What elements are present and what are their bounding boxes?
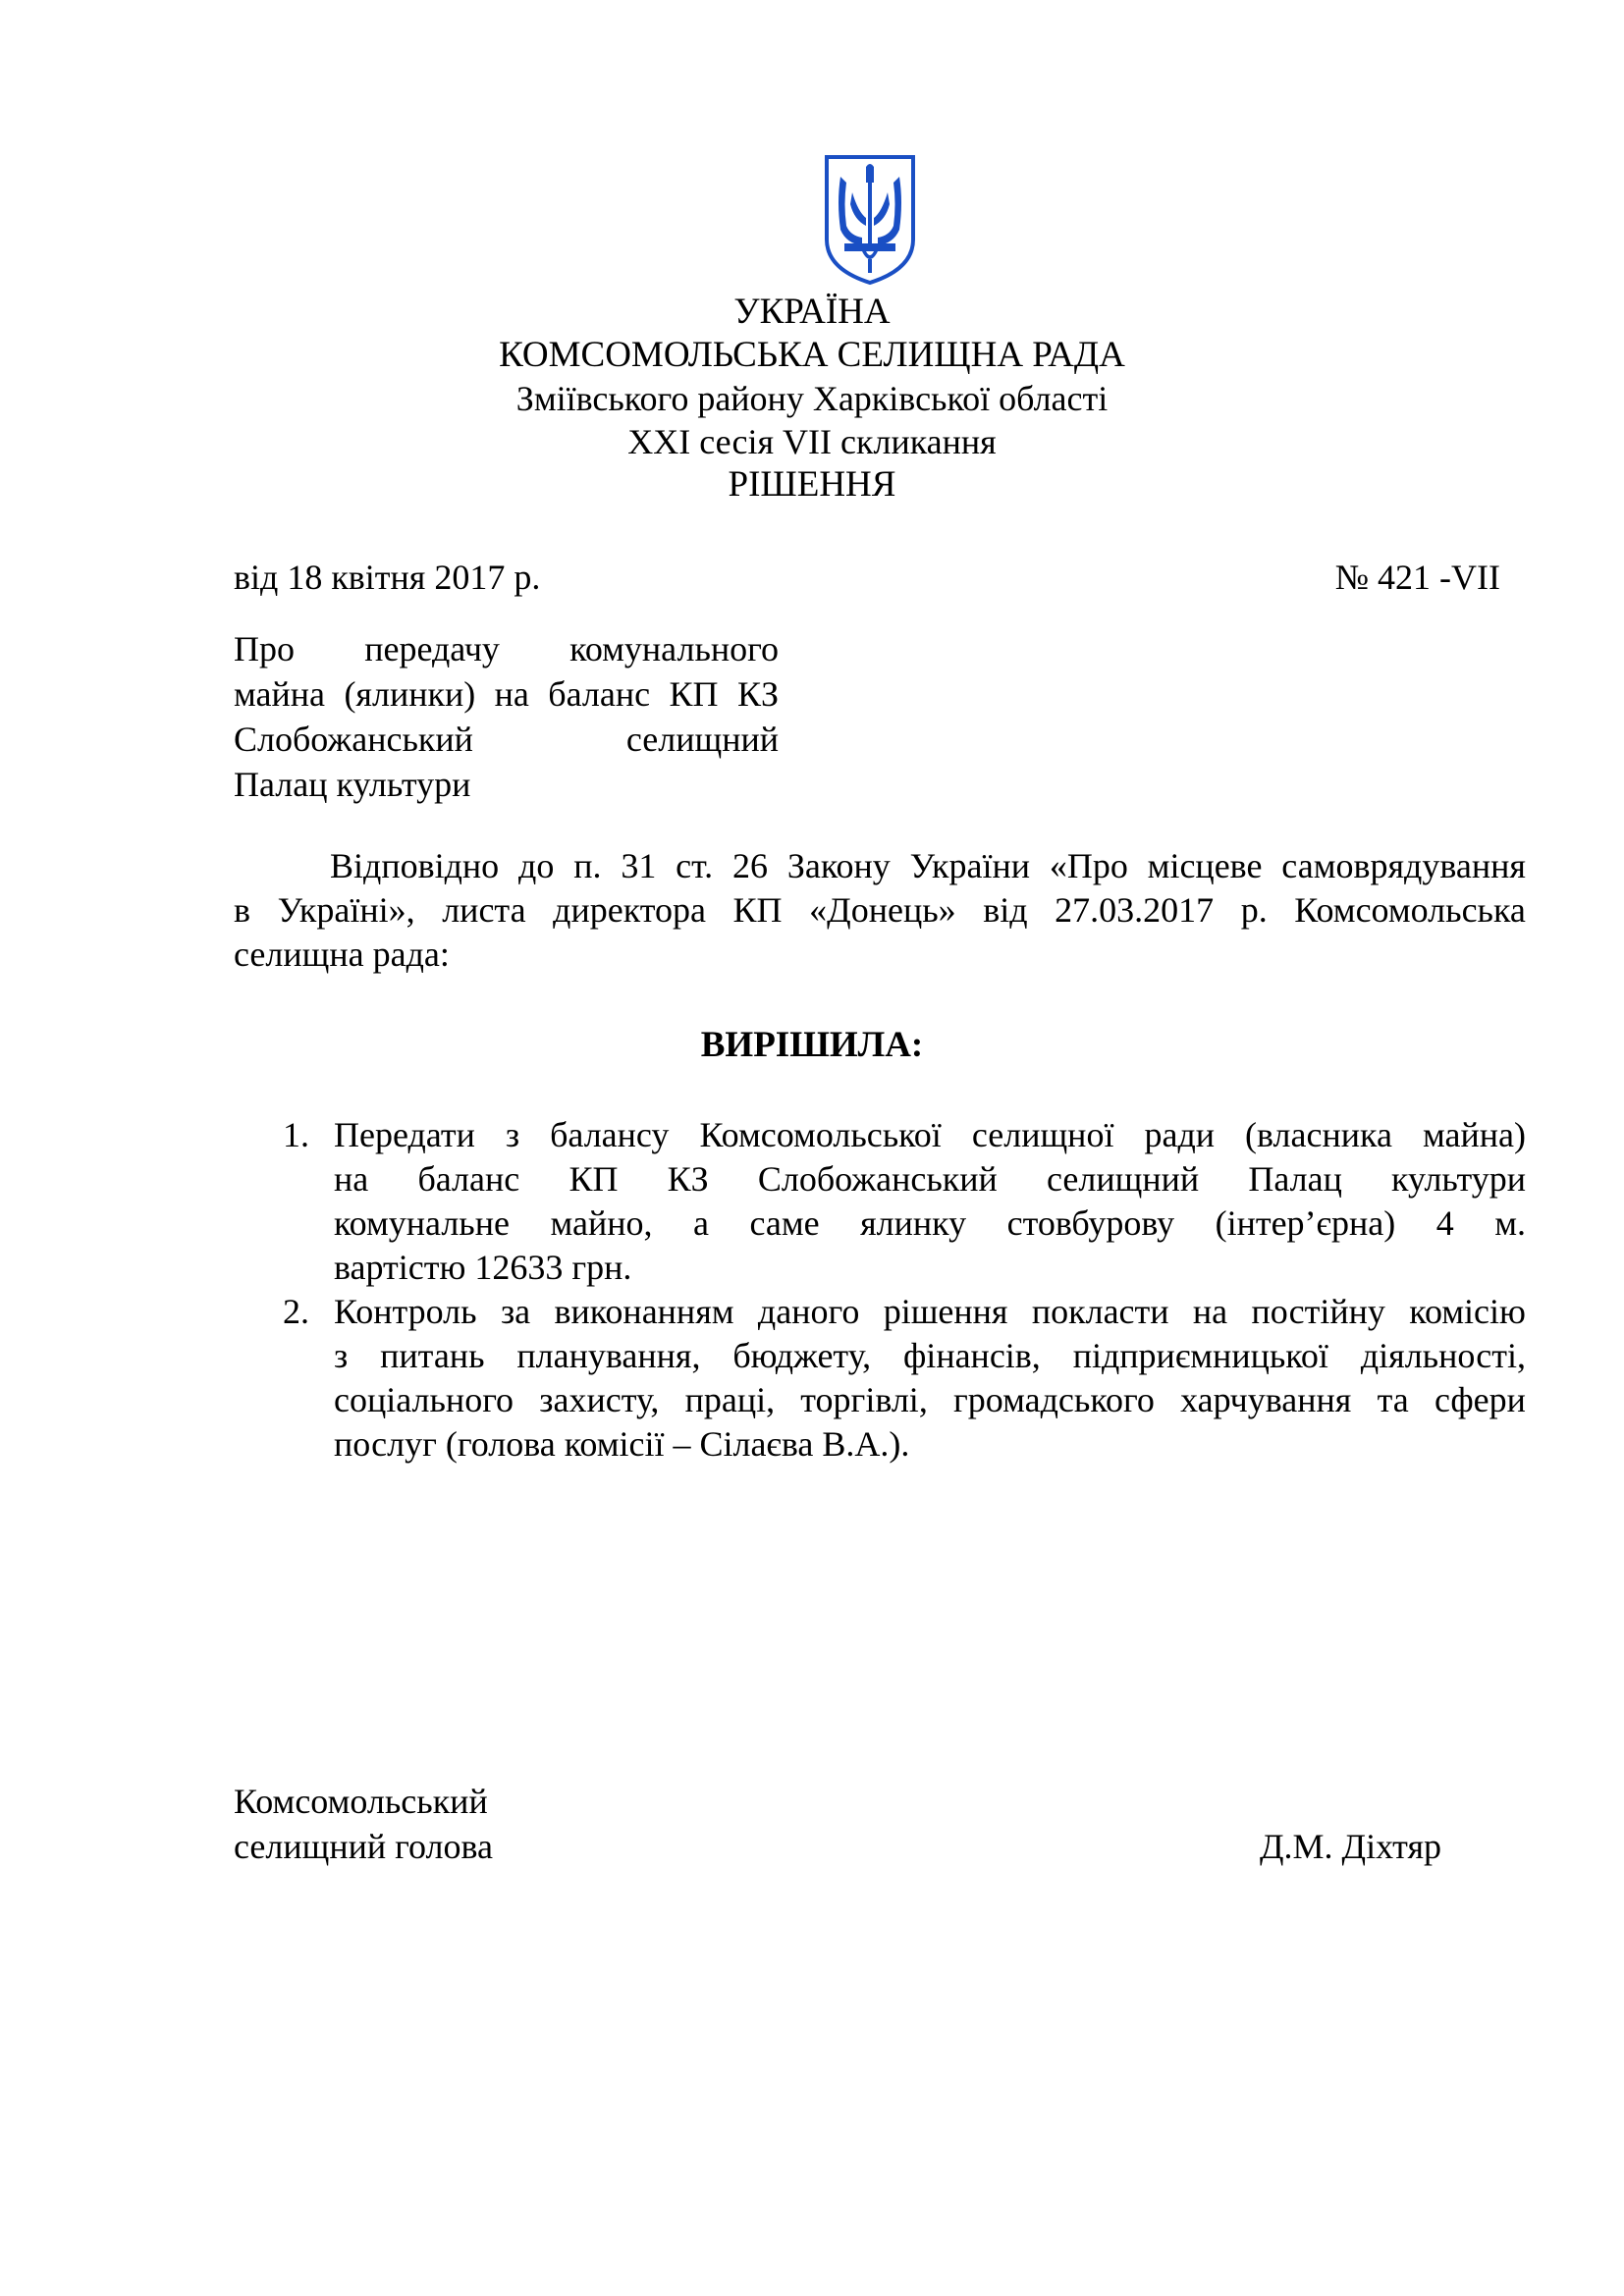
document-header: [0, 291, 1624, 507]
word: соціального: [334, 1380, 514, 1419]
word: листа: [442, 890, 526, 930]
word: директора: [553, 890, 706, 930]
decision-date: від 18 квітня 2017 р.: [234, 558, 541, 597]
word: в: [234, 890, 250, 930]
word: виконанням: [554, 1292, 734, 1331]
word: (інтер’єрна): [1215, 1203, 1396, 1243]
word: 4: [1435, 1203, 1454, 1243]
word: селищної: [971, 1115, 1114, 1154]
word: самоврядування: [1281, 846, 1526, 885]
signer-title-line: [234, 1779, 1441, 1824]
item-line: послуг (голова комісії – Сілаєва В.А.).: [334, 1424, 910, 1464]
word: Закону: [786, 846, 891, 885]
item-line: [334, 1113, 1526, 1157]
word: культури: [1391, 1159, 1526, 1199]
word: «Про: [1049, 846, 1128, 885]
decided-heading: ВИРІШИЛА:: [700, 1025, 924, 1065]
word: ст.: [676, 846, 714, 885]
word: покласти: [1031, 1292, 1169, 1331]
signer-title: Комсомольський: [234, 1782, 488, 1821]
signer-title: селищний голова: [234, 1827, 494, 1866]
item-line: [334, 1201, 1526, 1246]
preamble-line: селищна рада:: [234, 934, 450, 974]
word: «Донець»: [809, 890, 956, 930]
word: (власника: [1245, 1115, 1392, 1154]
word: харчування: [1180, 1380, 1352, 1419]
word: стовбурову: [1006, 1203, 1175, 1243]
preamble-paragraph: [234, 844, 1526, 977]
decision-number: № 421 -VII: [1334, 558, 1500, 597]
word: Відповідно: [330, 846, 500, 885]
subject-line: майна (ялинки) на баланс КП КЗ: [234, 674, 779, 714]
country-name: УКРАЇНА: [733, 292, 891, 332]
word: майна): [1422, 1115, 1526, 1154]
decision-item: [234, 1290, 1526, 1467]
district-name: Зміївського району Харківської області: [515, 379, 1109, 418]
item-line: вартістю 12633 грн.: [334, 1248, 632, 1287]
preamble-line: [234, 888, 1526, 933]
word: за: [500, 1292, 531, 1331]
subject-word: комунального: [569, 629, 779, 668]
word: на: [334, 1159, 369, 1199]
word: планування,: [516, 1336, 701, 1375]
word: від: [983, 890, 1028, 930]
subject-line: Палац культури: [234, 765, 471, 804]
word: діяльності,: [1360, 1336, 1526, 1375]
item-line: [334, 1378, 1526, 1422]
word: п.: [573, 846, 602, 885]
word: фінансів,: [902, 1336, 1041, 1375]
word: ялинку: [860, 1203, 967, 1243]
word: Комсомольської: [699, 1115, 942, 1154]
item-line: [334, 1157, 1526, 1201]
word: України: [909, 846, 1030, 885]
decision-item: [234, 1113, 1526, 1290]
word: місцеве: [1147, 846, 1263, 885]
signer-title-line: [234, 1824, 1441, 1869]
signature-block: [234, 1779, 1441, 1869]
word: Слобожанський: [757, 1159, 998, 1199]
word: КЗ: [667, 1159, 709, 1199]
signer-name: Д.М. Діхтяр: [1259, 1827, 1441, 1866]
coat-of-arms-icon: [823, 153, 917, 287]
word: на: [1192, 1292, 1228, 1331]
word: а: [692, 1203, 709, 1243]
date-number-line: [234, 556, 1500, 600]
word: питань: [380, 1336, 485, 1375]
word: постійну: [1251, 1292, 1385, 1331]
word: підприємницької: [1072, 1336, 1328, 1375]
session-info: XXI сесія VII скликання: [627, 422, 997, 461]
decision-items: [234, 1113, 1526, 1467]
word: 27.03.2017: [1055, 890, 1215, 930]
document-type: РІШЕННЯ: [728, 464, 896, 505]
word: захисту,: [539, 1380, 660, 1419]
word: з: [505, 1115, 520, 1154]
subject-word: селищний: [625, 720, 779, 759]
word: бюджету,: [732, 1336, 872, 1375]
word: р.: [1240, 890, 1268, 930]
word: Україні»,: [277, 890, 415, 930]
subject-word: передачу: [364, 629, 500, 668]
word: Передати: [334, 1115, 475, 1154]
word: балансу: [550, 1115, 670, 1154]
word: та: [1377, 1380, 1409, 1419]
word: рішення: [883, 1292, 1008, 1331]
word: торгівлі,: [800, 1380, 928, 1419]
word: 26: [732, 846, 769, 885]
word: майно,: [550, 1203, 653, 1243]
subject-word: Слобожанський: [234, 720, 473, 759]
word: ради: [1144, 1115, 1216, 1154]
word: Контроль: [334, 1292, 477, 1331]
subject-word: Про: [234, 629, 295, 668]
word: комісію: [1409, 1292, 1526, 1331]
subject-line: [234, 626, 779, 671]
decision-subject: [234, 626, 779, 807]
council-name: КОМСОМОЛЬСЬКА СЕЛИЩНА РАДА: [499, 335, 1125, 375]
word: 31: [621, 846, 657, 885]
item-number: 1.: [283, 1115, 309, 1154]
word: КП: [568, 1159, 619, 1199]
word: Комсомольська: [1294, 890, 1526, 930]
word: баланс: [417, 1159, 520, 1199]
word: селищний: [1047, 1159, 1200, 1199]
item-number: 2.: [283, 1292, 309, 1331]
word: КП: [732, 890, 783, 930]
item-line: [334, 1290, 1526, 1334]
word: праці,: [684, 1380, 776, 1419]
word: громадського: [953, 1380, 1155, 1419]
word: Палац: [1248, 1159, 1342, 1199]
word: до: [518, 846, 555, 885]
word: комунальне: [334, 1203, 510, 1243]
preamble-line: [234, 844, 1526, 888]
word: м.: [1494, 1203, 1526, 1243]
item-line: [334, 1334, 1526, 1378]
word: з: [334, 1336, 349, 1375]
subject-line: [234, 717, 779, 762]
word: сфери: [1434, 1380, 1526, 1419]
word: саме: [749, 1203, 820, 1243]
word: даного: [757, 1292, 860, 1331]
